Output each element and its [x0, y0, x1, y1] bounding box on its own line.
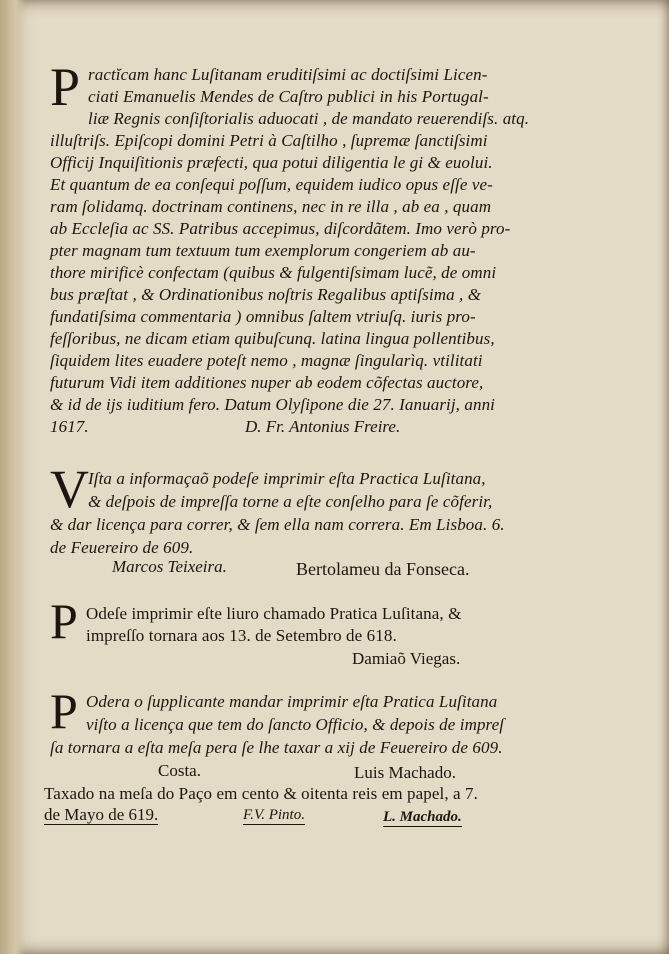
- text-line: ciati Emanuelis Mendes de Caſtro publici in his Portugal-: [88, 87, 489, 106]
- text-line: & dar licença para correr, & ſem ella nam correra. Em Lisboa. 6.: [50, 515, 505, 534]
- text-line: bus præſtat , & Ordinationibus noſtris Regalibus aptiſsima , &: [50, 285, 482, 304]
- signature-l-machado: L. Machado.: [383, 809, 462, 825]
- text-line: viſto a licença que tem do ſancto Officio, & depois de impreſ: [86, 715, 505, 734]
- text-line: ſa tornara a eſta meſa pera ſe lhe taxar a xij de Feuereiro de 609.: [50, 738, 503, 757]
- tax-date: de Mayo de 619.: [44, 805, 159, 824]
- dropcap-p: P: [50, 683, 78, 739]
- text-line: 1617.: [50, 417, 89, 436]
- text-line: futurum Vidi item additiones nuper ab eodem cõfectas auctore,: [50, 373, 484, 392]
- text-line: pter magnam tum textuum tum exemplorum congeriem ab au-: [50, 241, 476, 260]
- text-line: de Feuereiro de 609.: [50, 538, 194, 557]
- text-line: illuſtriſs. Epiſcopi domini Petri à Caſtilho , ſupremæ ſanctiſsimi: [50, 131, 488, 150]
- signature-teixeira: Marcos Teixeira.: [112, 557, 227, 576]
- text-line: Et quantum de ea conſequi poſſum, equidem iudico opus eſſe ve-: [50, 175, 493, 194]
- dropcap-p: P: [50, 593, 78, 649]
- signature-freire: D. Fr. Antonius Freire.: [245, 417, 401, 436]
- text-line: ractĭcam hanc Luſitanam eruditiſsimi ac doctiſsimi Licen-: [88, 65, 488, 84]
- signature-pinto: F.V. Pinto.: [243, 807, 305, 823]
- text-line: Odera o ſupplicante mandar imprimir eſta Pratica Luſitana: [86, 692, 498, 711]
- text-line: Odeſe imprimir eſte liuro chamado Pratica Luſitana, &: [86, 604, 462, 623]
- dropcap-v: V: [50, 459, 89, 519]
- signature-costa: Costa.: [158, 761, 201, 780]
- signature-viegas: Damiaõ Viegas.: [352, 649, 461, 668]
- text-line: ab Eccleſia ac SS. Patribus accepimus, diſcordãtem. Imo verò pro-: [50, 219, 511, 238]
- text-line: liæ Regnis conſiſtorialis aduocati , de mandato reuerendiſs. atq.: [88, 109, 530, 128]
- text-line: & id de ijs iuditium fero. Datum Olyſipone die 27. Ianuarij, anni: [50, 395, 496, 414]
- dropcap-p: P: [50, 57, 81, 117]
- text-line: Officij Inquiſitionis præfecti, qua potui diligentia le gi & euolui.: [50, 153, 493, 172]
- text-line: feſſoribus, ne dicam etiam quibuſcunq. latina lingua pollentibus,: [50, 329, 495, 348]
- text-line: & deſpois de impreſſa torne a eſte conſelho para ſe cõferir,: [88, 492, 493, 511]
- text-line: Iſta a informaçaõ podeſe imprimir eſta Practica Luſitana,: [88, 469, 486, 488]
- text-line: impreſſo tornara aos 13. de Setembro de 618.: [86, 626, 397, 645]
- text-line: ſiquidem lites euadere poteſt nemo , magnæ ſingularìq. vtilitati: [50, 351, 483, 370]
- text-line: thore mirificè confectam (quibus & fulgentiſsimam lucẽ, de omni: [50, 263, 497, 282]
- signature-fonseca: Bertolameu da Fonseca.: [296, 559, 470, 579]
- signature-machado: Luis Machado.: [354, 763, 456, 782]
- text-line: fundatiſsima commentaria ) omnibus ſaltem vtriuſq. iuris pro-: [50, 307, 476, 326]
- page-gutter-shadow: [0, 0, 26, 954]
- text-line: Taxado na meſa do Paço em cento & oitenta reis em papel, a 7.: [44, 784, 479, 803]
- text-line: ram ſolidamq. doctrinam continens, nec in re illa , ab ea , quam: [50, 197, 492, 216]
